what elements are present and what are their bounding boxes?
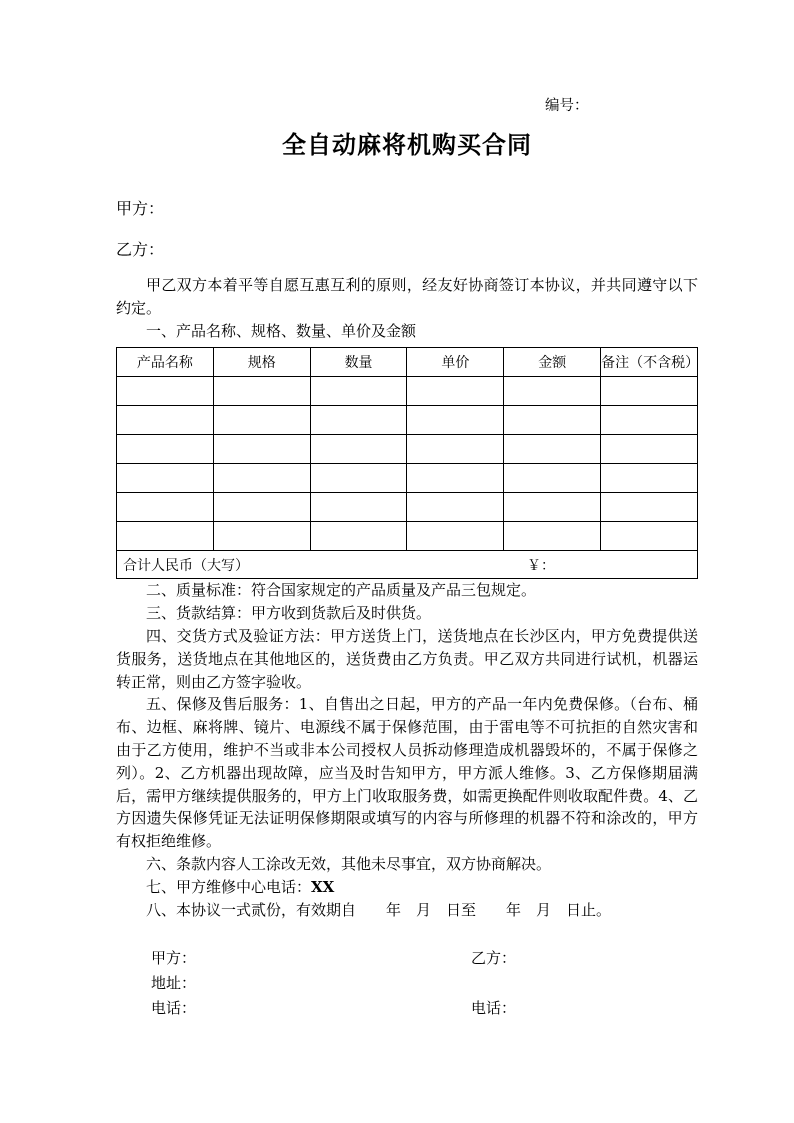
cell-product-name[interactable] (117, 406, 214, 435)
clause-seven-label: 七、甲方维修中心电话： (146, 877, 312, 896)
table-row (117, 377, 698, 406)
cell-amount[interactable] (504, 522, 601, 551)
clause-two: 二、质量标准：符合国家规定的产品质量及产品三包规定。 (146, 581, 537, 600)
intro-paragraph: 甲乙双方本着平等自愿互惠互利的原则，经友好协商签订本协议，并共同遵守以下约定。 (116, 276, 698, 317)
cell-amount[interactable] (504, 493, 601, 522)
table-row (117, 435, 698, 464)
clause-four: 四、交货方式及验证方法：甲方送货上门，送货地点在长沙区内，甲方免费提供送货服务，送货地点在其他地区的，送货费由乙方负责。甲乙双方共同进行试机，机器运转正常，则由乙方签字验收。 (116, 627, 698, 691)
clause-five: 五、保修及售后服务：1、自售出之日起，甲方的产品一年内免费保修。（台布、桶布、边框、麻将牌、镜片、电源线不属于保修范围，由于雷电等不可抗拒的自然灾害和由于乙方使用，维护不当或非本公司授权人员拆动修理造成机器毁坏的，不属于保修之列）。2、乙方机器出现故障，应当及时告知甲方，甲方派人维修。3、乙方保修期届满后，需甲方继续提供服务的，甲方上门收取服务费，如需更换配件则收取配件费。4、乙方因遗失保修凭证无法证明保修期限或填写的内容与所修理的机器不符和涂改的，甲方有权拒绝维修。 (116, 695, 698, 851)
cell-remarks[interactable] (601, 493, 698, 522)
clause-six: 六、条款内容人工涂改无效，其他未尽事宜，双方协商解决。 (146, 854, 552, 873)
cell-remarks[interactable] (601, 406, 698, 435)
clause-three: 三、货款结算：甲方收到货款后及时供货。 (146, 604, 432, 623)
cell-remarks[interactable] (601, 435, 698, 464)
page-title: 全自动麻将机购买合同 (282, 129, 532, 159)
table-row (117, 493, 698, 522)
cell-product-name[interactable] (117, 464, 214, 493)
cell-product-name[interactable] (117, 493, 214, 522)
cell-unit-price[interactable] (407, 522, 504, 551)
column-header-product-name: 产品名称 (117, 348, 214, 377)
signature-block (116, 951, 698, 1041)
table-row (117, 522, 698, 551)
cell-unit-price[interactable] (407, 406, 504, 435)
table-row (117, 464, 698, 493)
cell-quantity[interactable] (310, 464, 407, 493)
cell-amount[interactable] (504, 406, 601, 435)
total-currency-symbol: ￥： (527, 557, 555, 574)
cell-amount[interactable] (504, 435, 601, 464)
cell-amount[interactable] (504, 377, 601, 406)
table-header-row (117, 348, 698, 377)
cell-unit-price[interactable] (407, 493, 504, 522)
signature-party-a-address: 地址： (151, 974, 197, 993)
products-table (116, 347, 698, 579)
column-header-quantity: 数量 (310, 348, 407, 377)
cell-unit-price[interactable] (407, 464, 504, 493)
cell-specification[interactable] (213, 377, 310, 406)
cell-quantity[interactable] (310, 493, 407, 522)
signature-party-a (151, 951, 196, 1026)
column-header-unit-price: 单价 (407, 348, 504, 377)
column-header-remarks: 备注（不含税） (601, 348, 698, 377)
cell-amount[interactable] (504, 464, 601, 493)
cell-specification[interactable] (213, 406, 310, 435)
cell-specification[interactable] (213, 435, 310, 464)
signature-party-a-phone: 电话： (151, 999, 197, 1018)
cell-quantity[interactable] (310, 406, 407, 435)
clause-one: 一、产品名称、规格、数量、单价及金额 (146, 321, 417, 340)
clause-eight: 八、本协议一式贰份，有效期自 年 月 日至 年 月 日止。 (146, 900, 612, 919)
cell-specification[interactable] (213, 522, 310, 551)
cell-remarks[interactable] (601, 464, 698, 493)
cell-specification[interactable] (213, 464, 310, 493)
cell-quantity[interactable] (310, 377, 407, 406)
table-row (117, 406, 698, 435)
cell-quantity[interactable] (310, 435, 407, 464)
party-a-top-label: 甲方： (116, 198, 165, 218)
column-header-amount: 金额 (504, 348, 601, 377)
signature-party-a-label: 甲方： (151, 949, 197, 968)
column-header-specification: 规格 (213, 348, 310, 377)
cell-remarks[interactable] (601, 522, 698, 551)
total-cell (117, 551, 698, 579)
signature-party-b-phone: 电话： (471, 999, 517, 1018)
party-b-top-label: 乙方： (116, 240, 165, 260)
clause-seven (116, 876, 698, 899)
cell-specification[interactable] (213, 493, 310, 522)
cell-product-name[interactable] (117, 522, 214, 551)
cell-product-name[interactable] (117, 435, 214, 464)
cell-quantity[interactable] (310, 522, 407, 551)
repair-center-phone: XX (311, 877, 335, 896)
document-content (116, 0, 698, 1041)
total-label: 合计人民币（大写） (123, 557, 249, 574)
serial-number-label: 编号： (545, 98, 589, 114)
cell-unit-price[interactable] (407, 435, 504, 464)
cell-remarks[interactable] (601, 377, 698, 406)
table-total-row (117, 551, 698, 579)
signature-party-b (471, 951, 516, 1026)
signature-party-b-label: 乙方： (471, 949, 517, 968)
signature-spacer (471, 976, 516, 1001)
cell-product-name[interactable] (117, 377, 214, 406)
cell-unit-price[interactable] (407, 377, 504, 406)
